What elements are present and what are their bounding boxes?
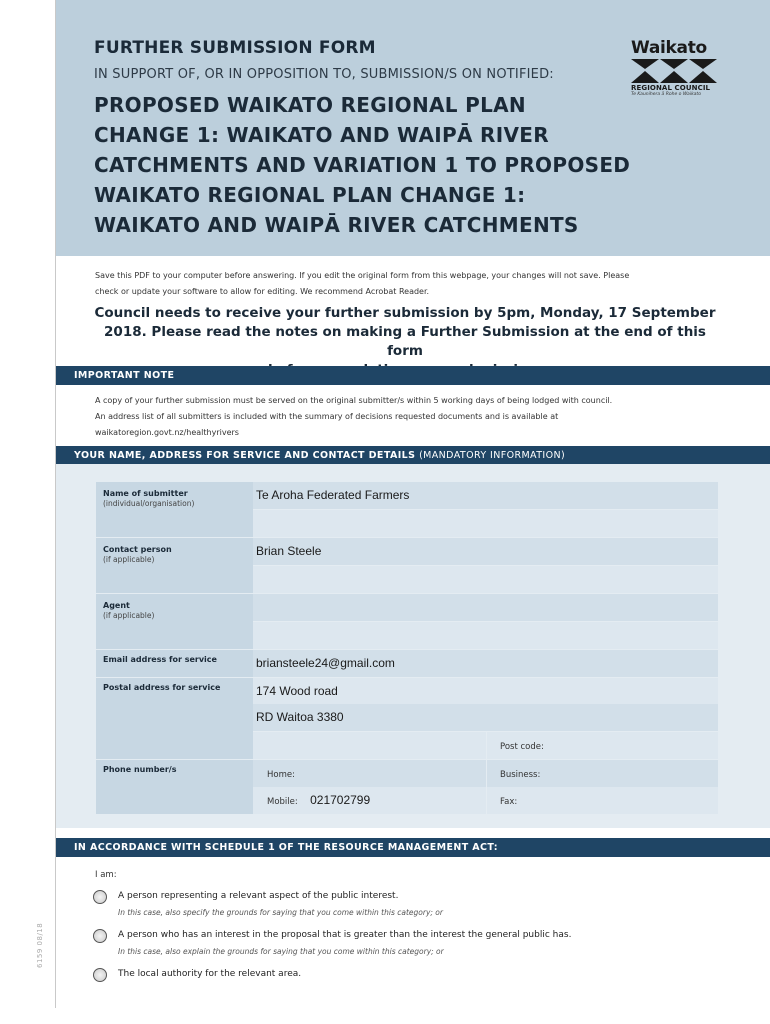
postal-address-line-2[interactable]: RD Waitoa 3380 [253, 704, 718, 731]
submitter-label-cell [96, 482, 253, 537]
submitter-sublabel: (individual/organisation) [103, 499, 195, 508]
contact-label-cell [96, 538, 253, 593]
postcode-label: Post code: [500, 742, 544, 752]
option-label: The local authority for the relevant area. [118, 969, 302, 979]
postal-label: Postal address for service [103, 683, 221, 692]
form-title: FURTHER SUBMISSION FORM [94, 38, 376, 58]
logo-name: Waikato [631, 38, 707, 58]
postcode-field[interactable] [487, 732, 718, 759]
important-note-heading: IMPORTANT NOTE [56, 366, 770, 385]
form-code: 6159 08/18 [36, 922, 44, 968]
postal-label-cell [96, 678, 253, 759]
agent-field-2[interactable] [253, 622, 718, 649]
contact-label: Contact person [103, 545, 172, 554]
note-line: A copy of your further submission must be served on the original submitter/s within 5 working days of being lodged with council. [95, 396, 613, 405]
plan-title-line: PROPOSED WAIKATO REGIONAL PLAN [94, 93, 526, 117]
important-note-text [95, 393, 725, 441]
fax-label: Fax: [500, 797, 518, 807]
form-header [56, 0, 770, 256]
submitter-name-field-2[interactable] [253, 510, 718, 537]
mobile-phone-field[interactable] [253, 787, 486, 814]
deadline-line: 2018. Please read the notes on making a Further Submission at the end of this form [104, 324, 706, 359]
option-note: In this case, also explain the grounds for saying that you come within this category; or [118, 947, 444, 956]
contact-details-title: YOUR NAME, ADDRESS FOR SERVICE AND CONTACT DETAILS [74, 450, 416, 461]
plan-title [94, 90, 674, 240]
plan-title-line: WAIKATO AND WAIPĀ RIVER CATCHMENTS [94, 213, 579, 237]
mobile-value: 021702799 [310, 793, 371, 807]
note-line: An address list of all submitters is included with the summary of decisions requested documents and is available at [95, 412, 559, 421]
mandatory-note: (MANDATORY INFORMATION) [419, 450, 566, 461]
logo-subtitle: REGIONAL COUNCIL [631, 84, 711, 92]
fax-field[interactable] [487, 787, 718, 814]
phone-label: Phone number/s [103, 765, 177, 774]
instructions-line: check or update your software to allow for editing. We recommend Acrobat Reader. [95, 287, 430, 296]
plan-title-line: CATCHMENTS AND VARIATION 1 TO PROPOSED [94, 153, 631, 177]
email-field[interactable]: briansteele24@gmail.com [253, 650, 718, 677]
contact-sublabel: (if applicable) [103, 555, 155, 564]
option-label: A person who has an interest in the proposal that is greater than the interest the general public has. [118, 930, 572, 940]
contact-person-field[interactable]: Brian Steele [253, 538, 718, 565]
submitter-name-field[interactable]: Te Aroha Federated Farmers [253, 482, 718, 509]
option-greater-interest[interactable] [93, 929, 733, 959]
i-am-label: I am: [95, 870, 117, 880]
logo-tagline: Te Kaunihera ā Rohe o Waikato [631, 92, 701, 97]
save-instructions [95, 268, 725, 300]
mobile-label: Mobile: [267, 797, 298, 807]
phone-label-cell [96, 760, 253, 814]
contact-person-field-2[interactable] [253, 566, 718, 593]
email-label-cell [96, 650, 253, 677]
agent-label: Agent [103, 601, 130, 610]
agent-sublabel: (if applicable) [103, 611, 155, 620]
agent-label-cell [96, 594, 253, 649]
deadline-line: Council needs to receive your further submission by 5pm, Monday, 17 September [94, 305, 716, 321]
instructions-line: Save this PDF to your computer before answering. If you edit the original form from this webpage, your changes will not save. Please [95, 271, 630, 280]
email-label: Email address for service [103, 655, 217, 664]
contact-details-heading [56, 446, 770, 465]
support-line: IN SUPPORT OF, OR IN OPPOSITION TO, SUBMISSION/S ON NOTIFIED: [94, 67, 554, 82]
option-public-interest[interactable] [93, 890, 733, 920]
business-label: Business: [500, 770, 541, 780]
river-wave-icon [631, 59, 717, 83]
greater-interest-radio[interactable] [93, 929, 107, 943]
home-phone-field[interactable] [253, 760, 486, 787]
local-authority-radio[interactable] [93, 968, 107, 982]
agent-field[interactable] [253, 594, 718, 621]
schedule-heading: IN ACCORDANCE WITH SCHEDULE 1 OF THE RESOURCE MANAGEMENT ACT: [56, 838, 770, 857]
home-label: Home: [267, 770, 295, 780]
business-phone-field[interactable] [487, 760, 718, 787]
plan-title-line: WAIKATO REGIONAL PLAN CHANGE 1: [94, 183, 526, 207]
note-line: waikatoregion.govt.nz/healthyrivers [95, 428, 239, 437]
public-interest-radio[interactable] [93, 890, 107, 904]
option-note: In this case, also specify the grounds for saying that you come within this category; or [118, 908, 443, 917]
option-label: A person representing a relevant aspect of the public interest. [118, 891, 399, 901]
plan-title-line: CHANGE 1: WAIKATO AND WAIPĀ RIVER [94, 123, 549, 147]
submitter-label: Name of submitter [103, 489, 188, 498]
option-local-authority[interactable] [93, 968, 733, 986]
waikato-logo [631, 38, 731, 97]
postal-address-line-3[interactable] [253, 732, 486, 759]
postal-address-line-1[interactable]: 174 Wood road [253, 678, 718, 705]
